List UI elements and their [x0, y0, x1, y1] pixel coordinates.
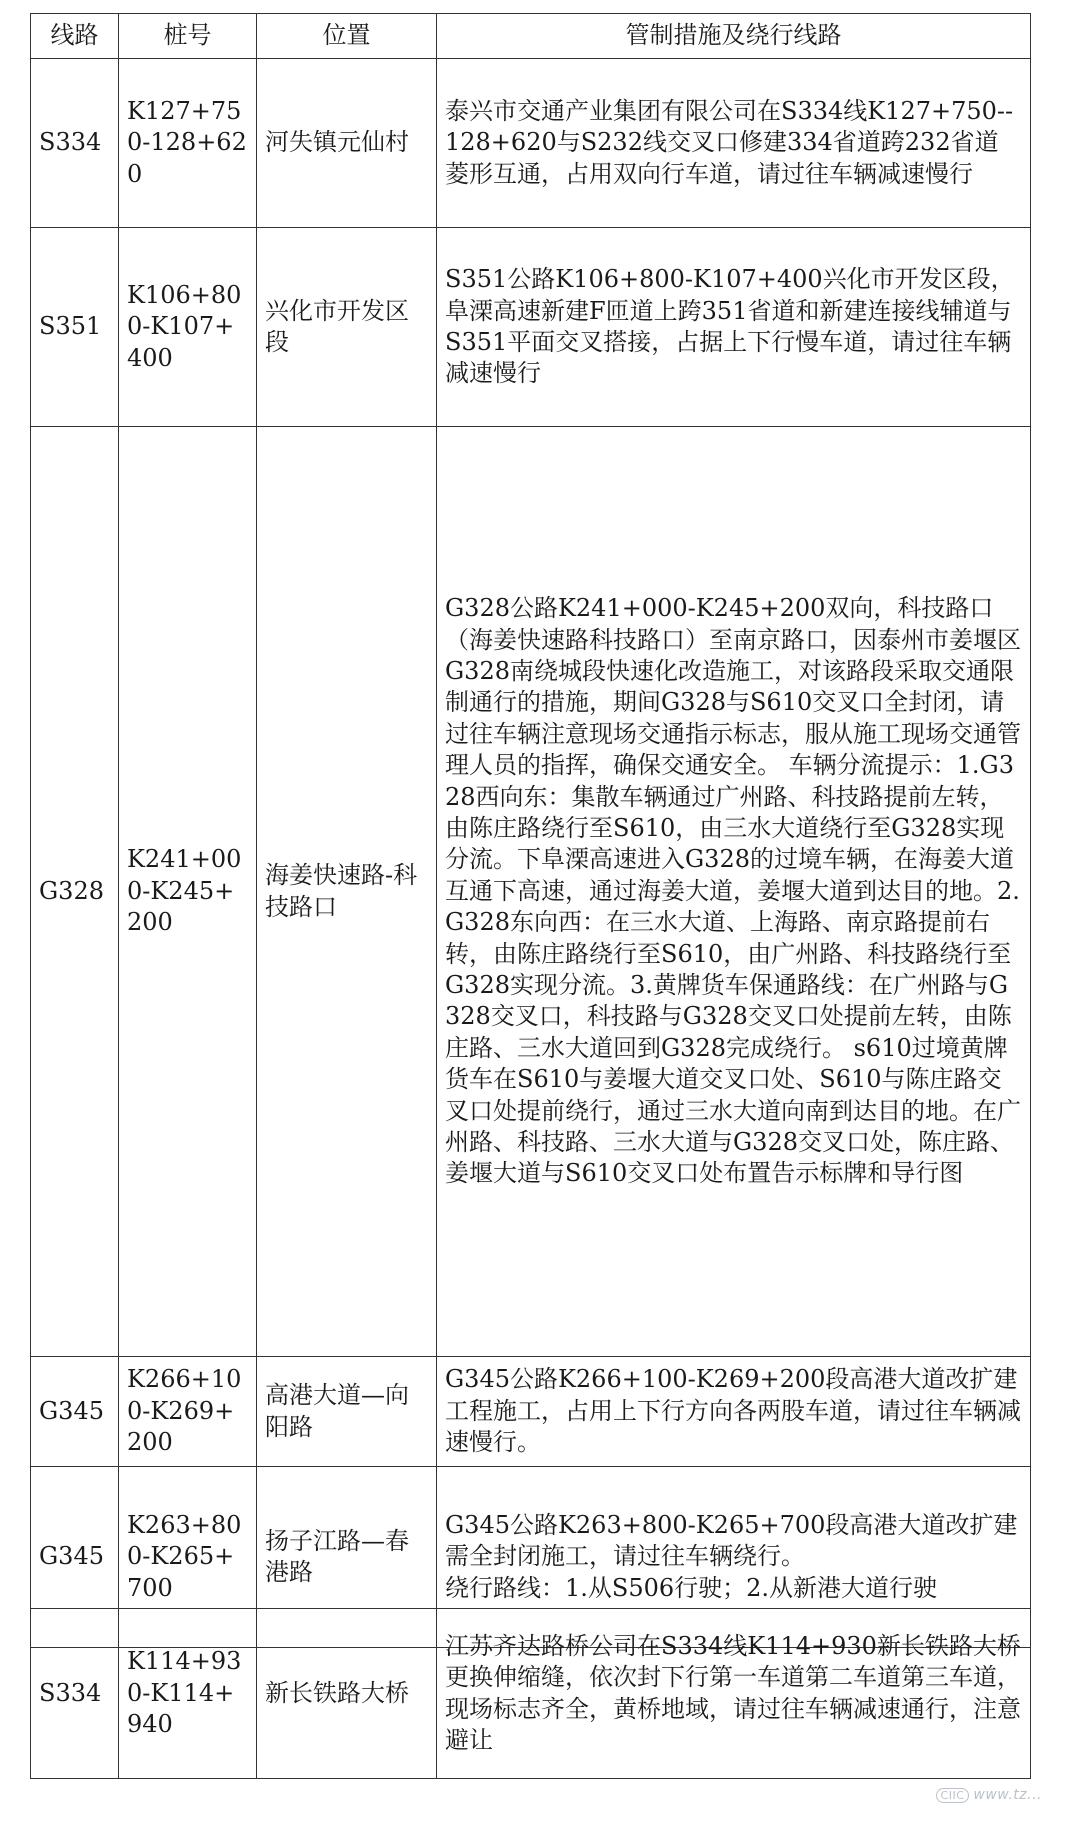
route-cell: S351 — [31, 228, 119, 427]
route-cell: G328 — [31, 427, 119, 1357]
table-header-row — [31, 14, 1031, 59]
measure-cell: G345公路K266+100-K269+200段高港大道改扩建工程施工，占用上下行方向各两股车道，请过往车辆减速慢行。 — [437, 1357, 1031, 1467]
location-cell: 海姜快速路-科技路口 — [257, 427, 437, 1357]
table-row — [31, 1357, 1031, 1467]
detour-route-text: 绕行路线：1.从S506行驶；2.从新港大道行驶 — [445, 1573, 938, 1602]
pile-cell: K241+000-K245+200 — [119, 427, 257, 1357]
location-cell: 河失镇元仙村 — [257, 59, 437, 228]
location-cell: 高港大道—向阳路 — [257, 1357, 437, 1467]
route-cell: S334 — [31, 1609, 119, 1779]
pile-cell: K106+800-K107+400 — [119, 228, 257, 427]
measure-cell: S351公路K106+800-K107+400兴化市开发区段，阜溧高速新建F匝道上跨351省道和新建连接线辅道与S351平面交叉搭接，占据上下行慢车道，请过往车辆减速慢行 — [437, 228, 1031, 427]
pile-cell: K127+750-128+620 — [119, 59, 257, 228]
site-watermark — [936, 1787, 1042, 1803]
measure-text: G345公路K263+800-K265+700段高港大道改扩建需全封闭施工，请过往车辆绕行。 — [445, 1510, 1018, 1571]
table-row — [31, 1609, 1031, 1779]
table-row — [31, 59, 1031, 228]
location-cell: 新长铁路大桥 — [257, 1609, 437, 1779]
header-pile: 桩号 — [119, 14, 257, 59]
header-measure: 管制措施及绕行线路 — [437, 14, 1031, 59]
header-location: 位置 — [257, 14, 437, 59]
pile-cell: K114+930-K114+940 — [119, 1609, 257, 1779]
route-cell: G345 — [31, 1357, 119, 1467]
pile-cell: K263+800-K265+700 — [119, 1467, 257, 1648]
measure-cell: G328公路K241+000-K245+200双向，科技路口（海姜快速路科技路口）至南京路口，因泰州市姜堰区G328南绕城段快速化改造施工，对该路段采取交通限制通行的措施，期间G328与S610交叉口全封闭，请过往车辆注意现场交通指示标志，服从施工现场交通管理人员的指挥，确保交通安全。 车辆分流提示：1.G328西向东：集散车辆通过广州路、科技路提前左转，由陈庄路绕行至S610，由三水大道绕行至G328实现分流。下阜溧高速进入G328的过境车辆，在海姜大道互通下高速，通过海姜大道，姜堰大道到达目的地。2.G328东向西：在三水大道、上海路、南京路提前右转，由陈庄路绕行至S610，由广州路、科技路绕行至G328实现分流。3.黄牌货车保通路线：在广州路与G328交叉口，科技路与G328交叉口处提前左转，由陈庄路、三水大道回到G328完成绕行。 s610过境黄牌货车在S610与姜堰大道交叉口处、S610与陈庄路交叉口处提前绕行，通过三水大道向南到达目的地。在广州路、科技路、三水大道与G328交叉口处，陈庄路、姜堰大道与S610交叉口处布置告示标牌和导行图 — [437, 427, 1031, 1357]
route-cell: S334 — [31, 59, 119, 228]
measure-cell: 江苏齐达路桥公司在S334线K114+930新长铁路大桥更换伸缩缝，依次封下行第一车道第二车道第三车道，现场标志齐全，黄桥地域，请过往车辆减速通行，注意避让 — [437, 1609, 1031, 1779]
route-cell: G345 — [31, 1467, 119, 1648]
location-cell: 兴化市开发区段 — [257, 228, 437, 427]
watermark-badge: CIIC — [936, 1788, 970, 1803]
pile-cell: K266+100-K269+200 — [119, 1357, 257, 1467]
header-route: 线路 — [31, 14, 119, 59]
traffic-control-table — [30, 13, 1031, 1648]
table-row — [31, 427, 1031, 1357]
watermark-text: www.tz... — [973, 1787, 1042, 1803]
measure-cell: 泰兴市交通产业集团有限公司在S334线K127+750--128+620与S232线交叉口修建334省道跨232省道菱形互通，占用双向行车道，请过往车辆减速慢行 — [437, 59, 1031, 228]
table-row — [31, 228, 1031, 427]
location-cell: 扬子江路—春港路 — [257, 1467, 437, 1648]
traffic-control-table-continued — [30, 1608, 1031, 1779]
